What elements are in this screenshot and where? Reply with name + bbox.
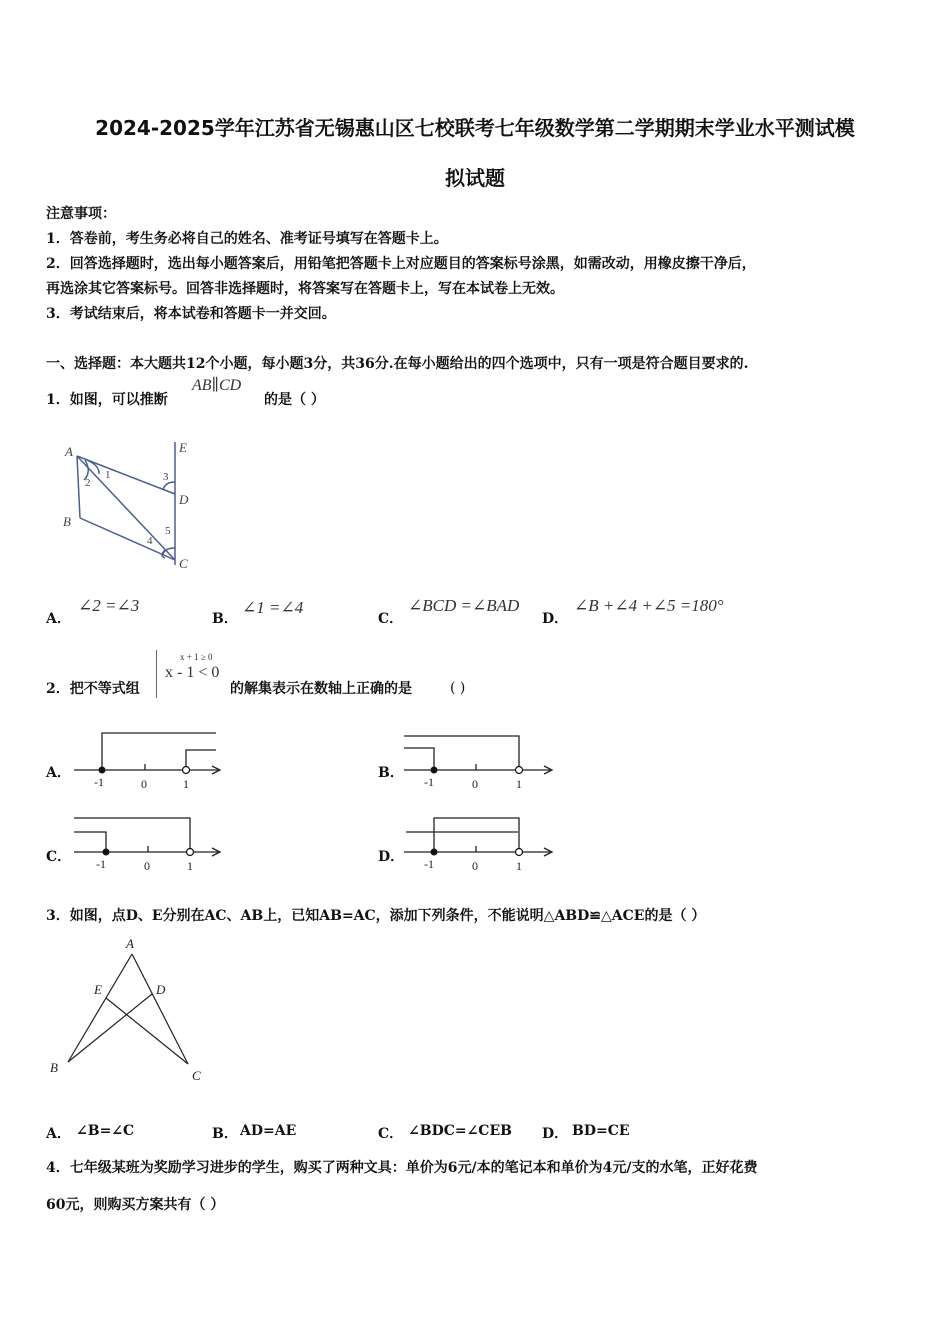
q1-option-d-letter: D． <box>542 611 569 627</box>
svg-text:1: 1 <box>516 859 522 873</box>
svg-text:0: 0 <box>472 859 478 873</box>
label-a: A <box>65 444 73 459</box>
q2-system-brace <box>156 650 159 698</box>
q1-math: AB∥CD <box>192 377 242 394</box>
q4-line-2: 60元，则购买方案共有（ ） <box>46 1197 225 1213</box>
q1-suffix: 的是（ ） <box>264 392 325 408</box>
arc-3 <box>163 482 175 490</box>
q2-option-c-letter: C． <box>46 849 72 865</box>
svg-text:0: 0 <box>472 777 478 791</box>
q2-system-top: x + 1 ≥ 0 <box>180 652 213 662</box>
q2-option-b-letter: B． <box>378 765 404 781</box>
svg-text:-1: -1 <box>96 857 106 871</box>
q2-option-a-numberline[interactable] <box>70 728 230 796</box>
q1-option-a-letter: A． <box>46 611 71 627</box>
label-angle-2: 2 <box>85 477 91 489</box>
notice-item-2-cont: 再选涂其它答案标号。回答非选择题时，将答案写在答题卡上，写在本试卷上无效。 <box>46 281 564 297</box>
q1-option-d-text: ∠B +∠4 +∠5 =180° <box>574 596 724 615</box>
q3-option-b-text: AD=AE <box>240 1123 297 1139</box>
q3-figure <box>40 932 220 1087</box>
notice-item-1: 1．答卷前，考生务必将自己的姓名、准考证号填写在答题卡上。 <box>46 231 448 247</box>
q2-system-bottom: x - 1 < 0 <box>165 664 220 681</box>
q2-prefix: 2．把不等式组 <box>46 681 140 697</box>
label-b: B <box>63 514 71 529</box>
label-e: E <box>179 440 187 455</box>
line-bd <box>68 994 152 1062</box>
q2-option-d-numberline[interactable] <box>400 810 560 878</box>
label-a: A <box>126 936 134 951</box>
q1-option-a-text: ∠2 =∠3 <box>78 596 140 615</box>
svg-text:1: 1 <box>187 859 193 873</box>
q2-suffix: 的解集表示在数轴上正确的是 <box>230 681 412 697</box>
q1-option-c-letter: C． <box>378 611 404 627</box>
label-angle-1: 1 <box>105 469 111 481</box>
q3-text: 3．如图，点D、E分别在AC、AB上，已知AB=AC，添加下列条件，不能说明△ABD≌△ACE的是（ ） <box>46 908 706 924</box>
label-angle-4: 4 <box>147 535 153 547</box>
q4-line-1: 4．七年级某班为奖励学习进步的学生，购买了两种文具：单价为6元/本的笔记本和单价为4元/支的水笔，正好花费 <box>46 1160 758 1176</box>
tick-label-neg1: -1 <box>94 775 104 789</box>
line-bc <box>80 518 175 560</box>
line-ac <box>132 954 188 1064</box>
q3-option-a-text: ∠B=∠C <box>76 1123 135 1139</box>
line-ab <box>77 456 80 518</box>
tick-label-1: 1 <box>183 777 189 791</box>
line-ec <box>106 998 188 1064</box>
q3-option-c-text: ∠BDC=∠CEB <box>408 1123 512 1139</box>
q3-option-c-letter: C． <box>378 1126 404 1142</box>
section-heading: 一、选择题：本大题共12个小题，每小题3分，共36分.在每小题给出的四个选项中，只有一项是符合题目要求的. <box>46 356 749 372</box>
label-c: C <box>192 1068 201 1083</box>
svg-text:0: 0 <box>144 859 150 873</box>
label-d: D <box>179 492 189 507</box>
q2-option-b-numberline[interactable] <box>400 728 560 796</box>
q1-option-b-text: ∠1 =∠4 <box>242 598 304 617</box>
line-ab <box>68 954 132 1062</box>
page-title-line-2: 拟试题 <box>445 166 505 190</box>
label-b: B <box>50 1060 58 1075</box>
notice-item-2: 2．回答选择题时，选出每小题答案后，用铅笔把答题卡上对应题目的答案标号涂黑，如需改动，用橡皮擦干净后， <box>46 256 756 272</box>
q1-figure <box>55 430 205 570</box>
q1-option-b-letter: B． <box>212 611 238 627</box>
q1-option-c-text: ∠BCD =∠BAD <box>408 596 520 615</box>
svg-text:1: 1 <box>516 777 522 791</box>
q1-prefix: 1．如图，可以推断 <box>46 392 168 408</box>
line-ac <box>77 456 175 560</box>
label-angle-3: 3 <box>163 471 169 483</box>
svg-text:-1: -1 <box>424 857 434 871</box>
q3-option-d-text: BD=CE <box>572 1123 630 1139</box>
label-angle-5: 5 <box>165 525 171 537</box>
notice-item-3: 3．考试结束后，将本试卷和答题卡一并交回。 <box>46 306 336 322</box>
svg-text:-1: -1 <box>424 775 434 789</box>
page-title-line-1: 2024-2025学年江苏省无锡惠山区七校联考七年级数学第二学期期末学业水平测试模 <box>95 116 855 140</box>
q3-option-b-letter: B． <box>212 1126 238 1142</box>
notice-heading: 注意事项： <box>46 206 116 222</box>
label-d: D <box>156 982 166 997</box>
q3-option-a-letter: A． <box>46 1126 71 1142</box>
q3-option-d-letter: D． <box>542 1126 569 1142</box>
label-e: E <box>94 982 102 997</box>
label-c: C <box>179 556 188 570</box>
q2-option-d-letter: D． <box>378 849 405 865</box>
q2-option-a-letter: A． <box>46 765 71 781</box>
tick-label-0: 0 <box>141 777 147 791</box>
q2-paren: ( ) <box>450 680 466 696</box>
q2-option-c-numberline[interactable] <box>70 810 230 878</box>
